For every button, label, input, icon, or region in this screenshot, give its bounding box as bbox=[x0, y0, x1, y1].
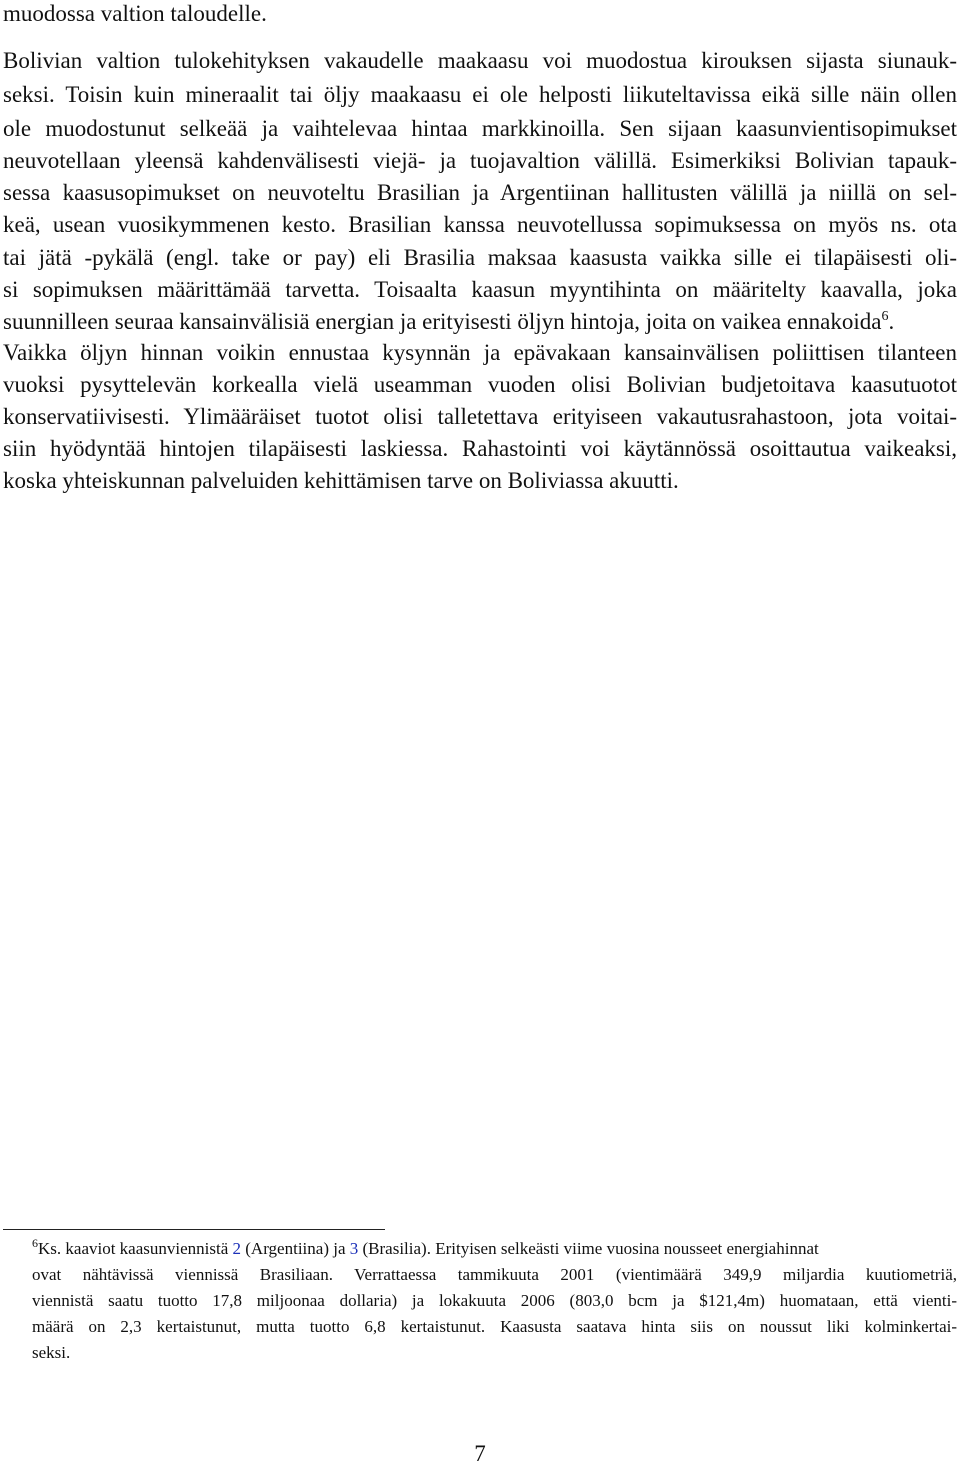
page-number: 7 bbox=[474, 1441, 486, 1466]
figure-link-argentina[interactable]: 2 bbox=[232, 1239, 242, 1258]
paragraph-2-line-12: konservatiivisesti. Ylimääräiset tuotot olisi talletettava erityiseen vakautusrahastoon, jota voitai- bbox=[3, 404, 957, 429]
paragraph-2-line-6: keä, usean vuosikymmenen kesto. Brasilian kanssa neuvotellussa sopimuksessa on myös ns. ota bbox=[3, 212, 957, 237]
footnote-line-2: ovat nähtävissä viennissä Brasiliaan. Verrattaessa tammikuuta 2001 (vientimäärä 349,9 miljardia kuutiometriä, bbox=[32, 1265, 957, 1284]
paragraph-2-line-7: tai jätä -pykälä (engl. take or pay) eli Brasilia maksaa kaasusta vaikka sille ei tilapäisesti oli- bbox=[3, 245, 957, 270]
paragraph-2-line-8: si sopimuksen määrittämää tarvetta. Toisaalta kaasun myyntihinta on määritelty kaavalla, joka bbox=[3, 277, 957, 302]
paragraph-2-line-10: Vaikka öljyn hinnan voikin ennustaa kysynnän ja epävakaan kansainvälisen poliittisen tilanteen bbox=[3, 340, 957, 365]
figure-link-brasilia[interactable]: 3 bbox=[349, 1239, 359, 1258]
footnote-line-5: seksi. bbox=[32, 1343, 71, 1362]
paragraph-2-line-13: siin hyödyntää hintojen tilapäisesti laskiessa. Rahastointi voi käytännössä osoittautua vaikeaksi, bbox=[3, 436, 957, 461]
paragraph-2-line-3: ole muodostunut selkeää ja vaihtelevaa hintaa markkinoilla. Sen sijaan kaasunvientisopimukset bbox=[3, 116, 957, 141]
footnote-line-3: viennistä saatu tuotto 17,8 miljoonaa dollaria) ja lokakuuta 2006 (803,0 bcm ja $121,4m) huomataan, että vienti- bbox=[32, 1291, 957, 1310]
footnote-marker[interactable]: 6 bbox=[881, 309, 889, 324]
footnote-text-b: (Argentiina) ja bbox=[241, 1239, 350, 1258]
paragraph-2-line-2: seksi. Toisin kuin mineraalit tai öljy maakaasu ei ole helposti liikuteltavissa eikä sille näin ollen bbox=[3, 82, 957, 107]
paragraph-2-line-11: vuoksi pysyttelevän korkealla vielä useamman vuoden olisi Bolivian budjetoitava kaasutuotot bbox=[3, 372, 957, 397]
paragraph-2-line-1: Bolivian valtion tulokehityksen vakaudelle maakaasu voi muodostua kirouksen sijasta siunauk- bbox=[3, 48, 957, 73]
footnote-text-c: (Brasilia). Erityisen selkeästi viime vuosina nousseet energiahinnat bbox=[358, 1239, 819, 1258]
footnote-number: 6 bbox=[32, 1236, 38, 1250]
paragraph-2-line-5: sessa kaasusopimukset on neuvoteltu Brasilian ja Argentiinan hallitusten välillä ja niillä on sel- bbox=[3, 180, 957, 205]
paragraph-1-line-1: muodossa valtion taloudelle. bbox=[3, 1, 267, 26]
paragraph-2-line-9-text: suunnilleen seuraa kansainvälisiä energian ja erityisesti öljyn hintoja, joita on vaikea ennakoida bbox=[3, 309, 882, 334]
paragraph-2-line-14: koska yhteiskunnan palveluiden kehittämisen tarve on Boliviassa akuutti. bbox=[3, 468, 679, 493]
footnote-divider bbox=[3, 1229, 385, 1230]
footnote-text-a: Ks. kaaviot kaasunviennistä bbox=[38, 1239, 233, 1258]
line-end-period: . bbox=[888, 309, 895, 334]
paragraph-2-line-9 bbox=[3, 308, 894, 336]
paragraph-2-line-4: neuvotellaan yleensä kahdenvälisesti viejä- ja tuojavaltion välillä. Esimerkiksi Bolivian tapauk- bbox=[3, 148, 957, 173]
footnote-line-4: määrä on 2,3 kertaistunut, mutta tuotto 6,8 kertaistunut. Kaasusta saatava hinta siis on noussut liki kolminkertai- bbox=[32, 1317, 957, 1336]
footnote-line-1 bbox=[32, 1237, 819, 1261]
